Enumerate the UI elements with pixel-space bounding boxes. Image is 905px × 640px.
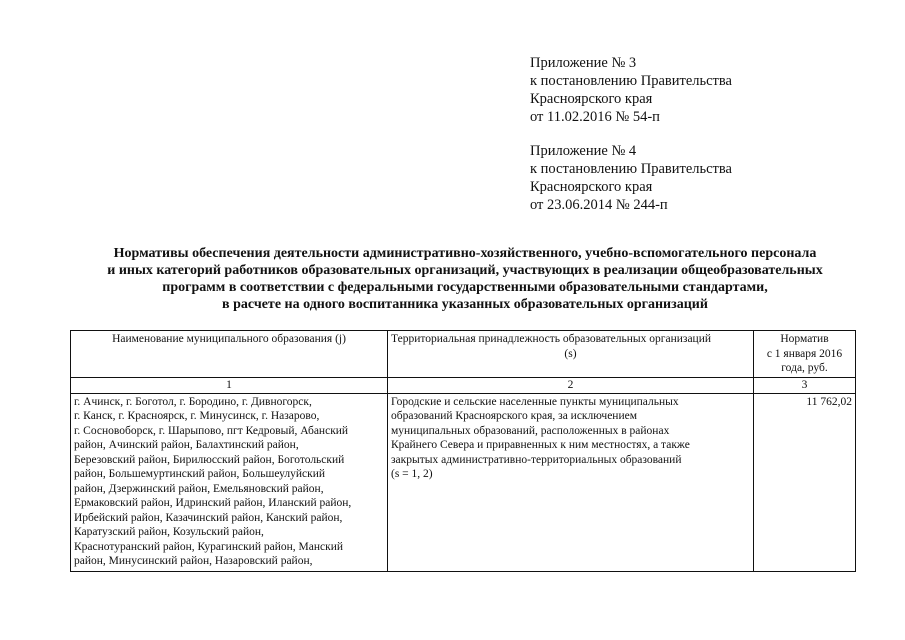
appendix-3-reference — [530, 54, 732, 126]
territory-line: закрытых административно-территориальных образований — [391, 453, 682, 466]
municipality-line: район, Минусинский район, Назаровский район, — [74, 555, 313, 567]
municipality-line: Каратузский район, Козульский район, — [74, 526, 264, 538]
municipality-line: г. Канск, г. Красноярск, г. Минусинск, г. Назарово, — [74, 410, 320, 422]
appendix-number: Приложение № 3 — [530, 55, 637, 71]
appendix-number: Приложение № 4 — [530, 143, 637, 159]
territory-cell — [388, 393, 754, 571]
municipality-line: район, Ачинский район, Балахтинский район, — [74, 439, 299, 451]
norm-value-cell: 11 762,02 — [754, 393, 856, 571]
header-norm — [754, 331, 856, 378]
municipality-line: район, Большемуртинский район, Большеулуйский — [74, 468, 326, 480]
header-norm-line: года, руб. — [781, 362, 828, 374]
norms-table — [70, 330, 856, 572]
appendix-region-line: Красноярского края — [530, 91, 653, 107]
territory-line: (s = 1, 2) — [391, 468, 433, 480]
territory-line: муниципальных образований, расположенных в районах — [391, 424, 670, 437]
column-number: 1 — [71, 377, 388, 393]
territory-line: Крайнего Севера и приравненных к ним местностях, а также — [391, 439, 690, 451]
territory-line: образований Красноярского края, за исключением — [391, 410, 637, 422]
title-line: в расчете на одного воспитанника указанных образовательных организаций — [222, 297, 708, 312]
table-row — [71, 393, 856, 571]
territory-line: Городские и сельские населенные пункты муниципальных — [391, 395, 679, 408]
header-territory-text: Территориальная принадлежность образовательных организаций — [391, 333, 712, 345]
column-number: 3 — [754, 377, 856, 393]
municipality-line: Краснотуранский район, Курагинский район, Манский — [74, 540, 344, 553]
municipality-line: Ирбейский район, Казачинский район, Канский район, — [74, 511, 343, 524]
municipality-line: Березовский район, Бирилюсский район, Боготольский — [74, 453, 345, 466]
header-territory — [388, 331, 754, 378]
title-line: программ в соответствии с федеральными государственными образовательными стандартами, — [162, 280, 768, 295]
header-norm-line: с 1 января 2016 — [766, 347, 843, 360]
municipality-cell — [71, 393, 388, 571]
column-number: 2 — [388, 377, 754, 393]
title-line: Нормативы обеспечения деятельности административно-хозяйственного, учебно-вспомогательного персонала — [113, 246, 817, 261]
municipality-line: район, Дзержинский район, Емельяновский район, — [74, 482, 324, 495]
municipality-line: г. Сосновоборск, г. Шарыпово, пгт Кедровый, Абанский — [74, 424, 349, 437]
header-norm-line: Норматив — [780, 333, 829, 345]
table-header-row — [71, 331, 856, 378]
appendix-resolution-line: к постановлению Правительства — [530, 73, 732, 89]
appendix-resolution-line: к постановлению Правительства — [530, 161, 732, 177]
title-line: и иных категорий работников образовательных организаций, участвующих в реализации общеобразовательных — [107, 263, 823, 278]
appendix-4-reference — [530, 142, 732, 214]
municipality-line: г. Ачинск, г. Боготол, г. Бородино, г. Дивногорск, — [74, 395, 312, 408]
appendix-date-line: от 23.06.2014 № 244-п — [530, 197, 668, 213]
column-number-row — [71, 377, 856, 393]
appendix-region-line: Красноярского края — [530, 179, 653, 195]
document-title — [60, 245, 870, 313]
header-territory-symbol: (s) — [564, 347, 577, 360]
appendix-date-line: от 11.02.2016 № 54-п — [530, 109, 660, 125]
header-municipality: Наименование муниципального образования (j) — [71, 331, 388, 378]
municipality-line: Ермаковский район, Идринский район, Иланский район, — [74, 497, 352, 509]
